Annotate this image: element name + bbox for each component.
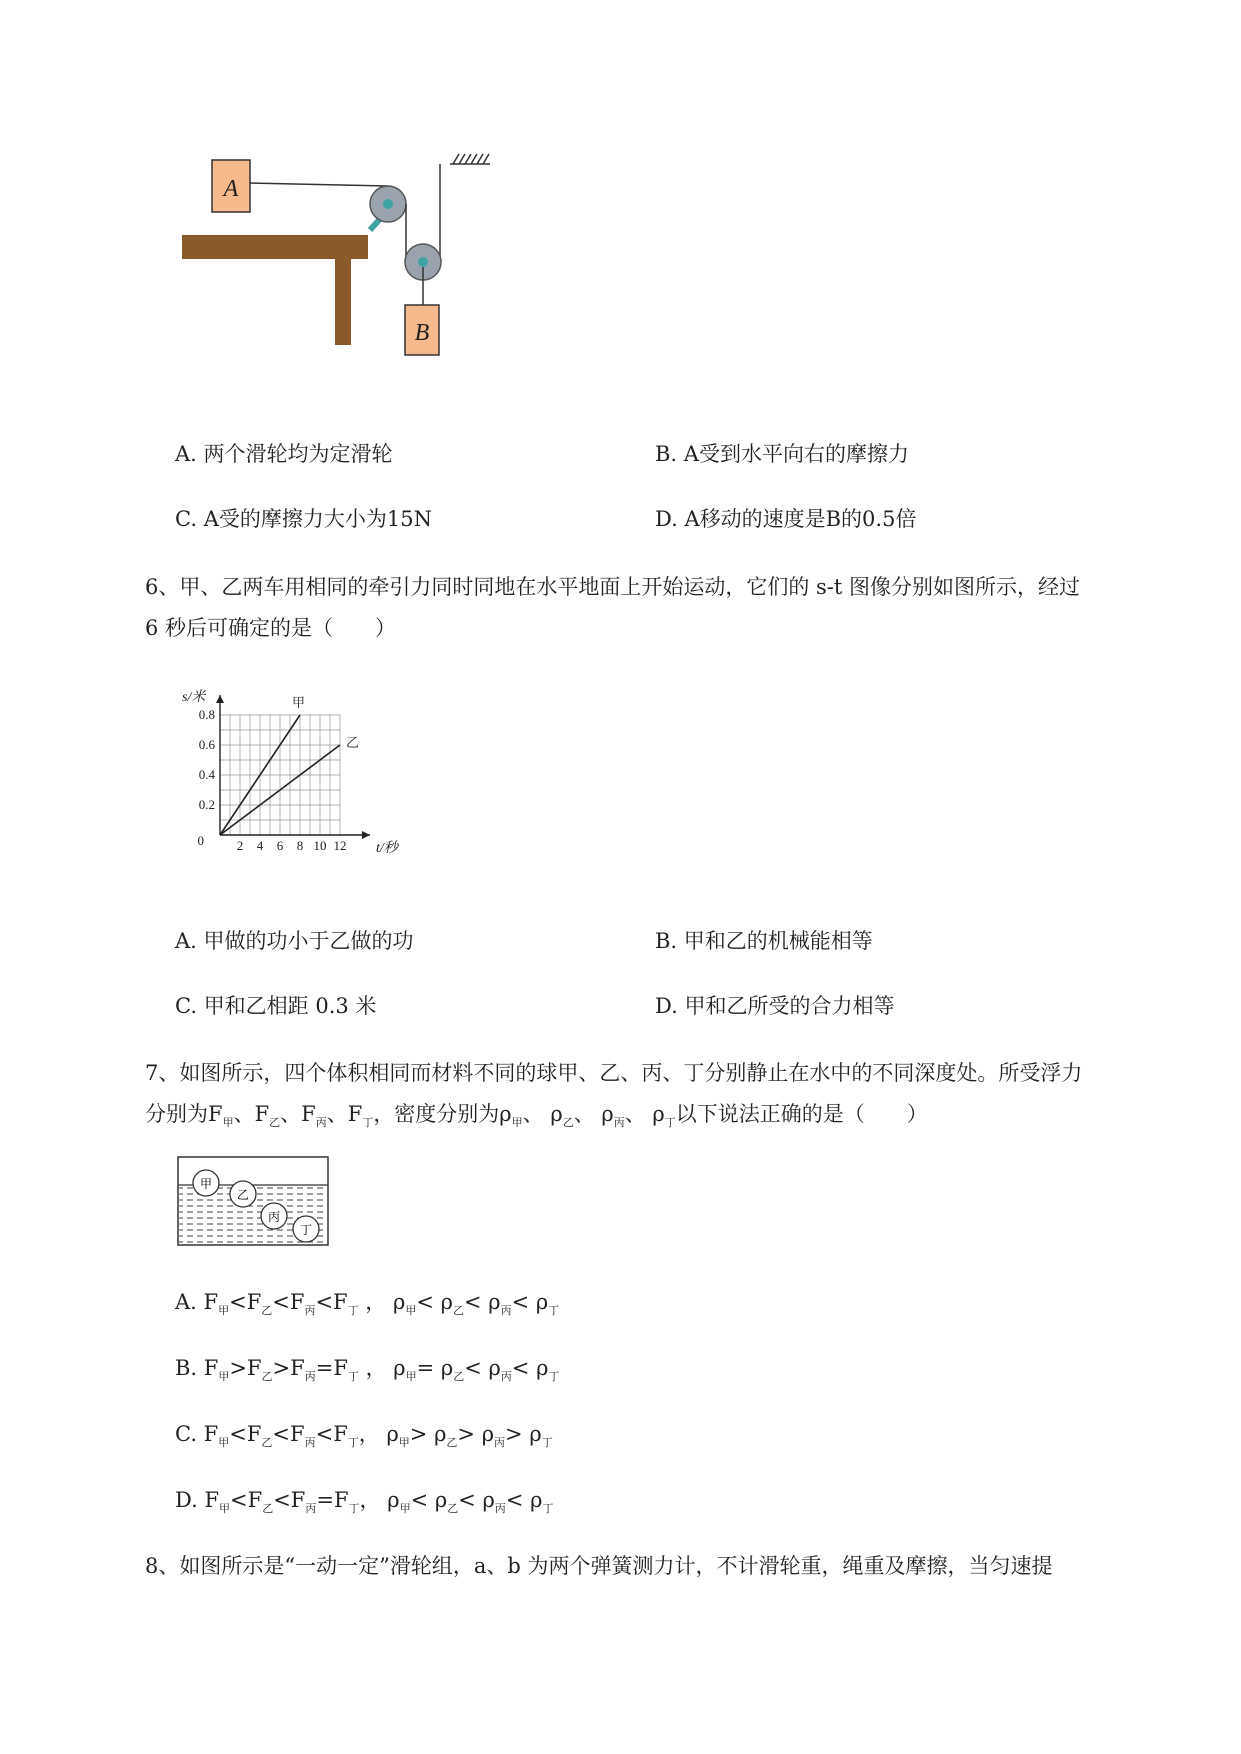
q6-option-b[interactable] (655, 925, 873, 955)
text-run: ， ρ (358, 1422, 399, 1446)
x-tick-label: 10 (313, 838, 327, 853)
option-text: A受的摩擦力大小为15N (203, 507, 432, 531)
fixed-pulley-axle (383, 199, 393, 209)
ceiling-hatch (450, 154, 490, 164)
option-text: A移动的速度是B的0.5倍 (684, 507, 917, 531)
option-key: B. (655, 929, 678, 953)
text-run: <F (273, 1488, 306, 1512)
text-run: <F (229, 1290, 262, 1314)
subscript: 甲 (218, 1436, 230, 1449)
subscript: 丁 (541, 1436, 553, 1449)
option-key: A. (175, 1290, 204, 1314)
option-text: 甲和乙的机械能相等 (683, 929, 873, 953)
text-run: 、 ρ (573, 1102, 614, 1126)
text-run: > ρ (505, 1422, 542, 1446)
q6-option-c[interactable] (175, 990, 376, 1020)
option-text: A受到水平向右的摩擦力 (683, 442, 909, 466)
text-run: < ρ (511, 1356, 549, 1380)
text-run: 、F (233, 1102, 270, 1126)
text-run: < ρ (505, 1488, 543, 1512)
subscript: 丁 (542, 1502, 554, 1515)
text-run: < ρ (416, 1290, 453, 1314)
ball-ding (293, 1216, 319, 1242)
text-run: <F (230, 1488, 263, 1512)
chart-x-axis-label: t/秒 (376, 841, 398, 856)
svg-text:甲: 甲 (199, 1177, 213, 1191)
q7-option-c[interactable] (175, 1418, 553, 1448)
svg-text:乙: 乙 (236, 1188, 250, 1202)
table-leg (335, 259, 351, 345)
q7-stem-line1: 7、如图所示，四个体积相同而材料不同的球甲、乙、丙、丁分别静止在水中的不同深度处。所受浮力 (145, 1061, 1083, 1085)
water-tank-figure (176, 1155, 331, 1250)
y-tick-label: 0.4 (198, 767, 215, 782)
x-tick-label: 6 (276, 838, 284, 853)
subscript: 丙 (500, 1370, 512, 1383)
subscript: 丁 (664, 1116, 676, 1129)
subscript: 乙 (262, 1502, 274, 1515)
subscript: 甲 (405, 1304, 417, 1317)
text-run: 、F (280, 1102, 316, 1126)
series-label: 甲 (292, 695, 306, 710)
q7-option-a[interactable] (175, 1286, 559, 1316)
table-top (182, 235, 368, 259)
subscript: 丙 (494, 1502, 506, 1515)
ball-yi (230, 1181, 256, 1207)
text-run: < ρ (458, 1488, 495, 1512)
subscript: 乙 (261, 1436, 273, 1449)
q8-stem-line1: 8、如图所示是“一动一定”滑轮组，a、b 为两个弹簧测力计，不计滑轮重，绳重及摩擦，当匀速提 (145, 1554, 1053, 1578)
text-run: ， ρ (358, 1290, 406, 1314)
text-run: 、 ρ (522, 1102, 563, 1126)
chart-y-axis-label: s/米 (182, 690, 206, 705)
series-label: 乙 (346, 735, 360, 750)
subscript: 丁 (347, 1436, 359, 1449)
x-axis-arrow (362, 831, 370, 839)
y-tick-label: 0.8 (198, 707, 215, 722)
subscript: 甲 (219, 1502, 231, 1515)
subscript: 甲 (398, 1436, 410, 1449)
text-run: < ρ (464, 1356, 501, 1380)
subscript: 丁 (347, 1304, 359, 1317)
text-run: 、 ρ (624, 1102, 665, 1126)
x-tick-label: 2 (236, 838, 244, 853)
chart-origin-label: 0 (197, 833, 204, 848)
subscript: 乙 (447, 1502, 459, 1515)
subscript: 甲 (399, 1502, 411, 1515)
option-key: D. (175, 1488, 205, 1512)
subscript: 丙 (315, 1116, 327, 1129)
text-run: F (203, 1422, 219, 1446)
text-run: = ρ (416, 1356, 454, 1380)
option-key: C. (175, 994, 197, 1018)
text-run: <F (315, 1422, 348, 1446)
text-run: <F (272, 1422, 305, 1446)
q6-option-d[interactable] (655, 990, 894, 1020)
q5-option-a[interactable] (175, 438, 393, 468)
subscript: 丁 (347, 1370, 359, 1383)
option-key: B. (175, 1356, 204, 1380)
text-run: > ρ (409, 1422, 447, 1446)
text-run: < ρ (410, 1488, 448, 1512)
subscript: 丙 (304, 1304, 316, 1317)
subscript: 丙 (613, 1116, 625, 1129)
subscript: 丁 (348, 1502, 360, 1515)
q5-option-d[interactable] (655, 503, 916, 533)
option-key: A. (175, 929, 197, 953)
q7-stem-line2 (145, 1098, 928, 1128)
option-key: D. (655, 507, 678, 531)
st-chart (180, 685, 420, 860)
option-key: B. (655, 442, 678, 466)
subscript: 甲 (405, 1370, 417, 1383)
x-tick-label: 4 (256, 838, 264, 853)
subscript: 甲 (222, 1116, 234, 1129)
subscript: 丁 (548, 1370, 560, 1383)
q6-option-a[interactable] (175, 925, 414, 955)
y-tick-label: 0.6 (198, 737, 215, 752)
svg-text:丙: 丙 (267, 1210, 281, 1224)
text-run: F (203, 1356, 219, 1380)
q5-option-b[interactable] (655, 438, 909, 468)
x-tick-label: 12 (333, 838, 347, 853)
text-run: <F (272, 1290, 305, 1314)
subscript: 甲 (511, 1116, 523, 1129)
block-a-label: A (223, 176, 239, 202)
subscript: 甲 (218, 1370, 230, 1383)
option-text: 两个滑轮均为定滑轮 (203, 442, 393, 466)
subscript: 乙 (453, 1370, 465, 1383)
text-run: >F (229, 1356, 262, 1380)
ball-jia (193, 1170, 219, 1196)
option-text: 甲和乙所受的合力相等 (684, 994, 895, 1018)
subscript: 乙 (261, 1370, 273, 1383)
subscript: 丙 (500, 1304, 512, 1317)
text-run: ， ρ (358, 1356, 406, 1380)
y-axis-arrow (216, 695, 224, 703)
option-key: D. (655, 994, 678, 1018)
movable-pulley-axle (418, 257, 428, 267)
q6-stem-line1: 6、甲、乙两车用相同的牵引力同时同地在水平地面上开始运动，它们的 s-t 图像分别如图所示，经过 (145, 575, 1081, 599)
text-run: F (204, 1488, 220, 1512)
text-run: ，密度分别为ρ (373, 1102, 512, 1126)
subscript: 乙 (446, 1436, 458, 1449)
q7-option-d[interactable] (175, 1484, 553, 1514)
subscript: 丙 (304, 1436, 316, 1449)
subscript: 乙 (452, 1304, 464, 1317)
text-run: 分别为F (145, 1102, 223, 1126)
subscript: 丁 (548, 1304, 560, 1317)
text-run: > ρ (457, 1422, 495, 1446)
text-run: =F (315, 1356, 348, 1380)
ball-bing (261, 1203, 287, 1229)
subscript: 丙 (494, 1436, 506, 1449)
option-key: A. (175, 442, 197, 466)
option-key: C. (175, 507, 197, 531)
text-run: =F (316, 1488, 349, 1512)
x-tick-label: 8 (296, 838, 304, 853)
text-run: F (203, 1290, 219, 1314)
text-run: 、F (326, 1102, 363, 1126)
text-run: ， ρ (359, 1488, 400, 1512)
block-b-label: B (414, 320, 430, 346)
subscript: 甲 (218, 1304, 230, 1317)
q5-option-c[interactable] (175, 503, 432, 533)
subscript: 乙 (261, 1304, 273, 1317)
text-run: <F (229, 1422, 262, 1446)
subscript: 乙 (562, 1116, 574, 1129)
subscript: 乙 (269, 1116, 281, 1129)
option-text: 甲和乙相距 0.3 米 (203, 994, 377, 1018)
text-run: < ρ (463, 1290, 501, 1314)
option-text: 甲做的功小于乙做的功 (203, 929, 414, 953)
option-key: C. (175, 1422, 204, 1446)
subscript: 丙 (304, 1370, 316, 1383)
text-run: 以下说法正确的是（ ） (675, 1102, 928, 1126)
subscript: 丙 (305, 1502, 317, 1515)
y-tick-label: 0.2 (198, 797, 215, 812)
rope-a (250, 183, 388, 186)
text-run: >F (272, 1356, 305, 1380)
subscript: 丁 (362, 1116, 374, 1129)
svg-text:丁: 丁 (299, 1223, 313, 1237)
text-run: < ρ (511, 1290, 549, 1314)
q6-stem-line2: 6 秒后可确定的是（ ） (145, 616, 397, 640)
pulley-system-figure (170, 150, 510, 410)
q7-option-b[interactable] (175, 1352, 559, 1382)
text-run: <F (315, 1290, 348, 1314)
